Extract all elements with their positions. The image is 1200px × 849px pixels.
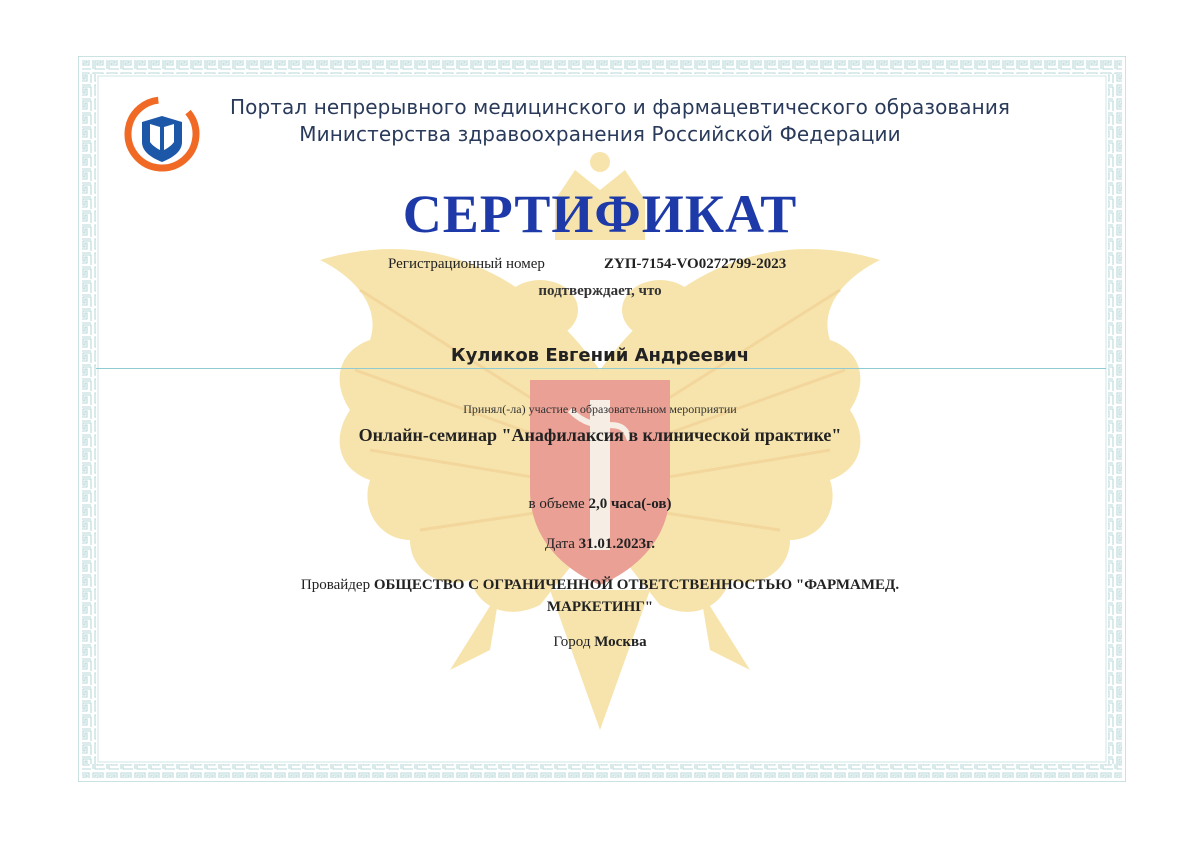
date-line bbox=[0, 536, 1200, 553]
provider-value-line-1: ОБЩЕСТВО С ОГРАНИЧЕННОЙ ОТВЕТСТВЕННОСТЬЮ "ФАРМАМЕД. bbox=[373, 577, 900, 593]
person-name: Куликов Евгений Андреевич bbox=[450, 345, 750, 366]
portal-line-2: Министерства здравоохранения Российской Федерации bbox=[299, 122, 901, 146]
portal-logo-icon bbox=[120, 92, 204, 176]
volume-line bbox=[0, 496, 1200, 513]
provider-line bbox=[0, 574, 1200, 618]
date-value: 31.01.2023г. bbox=[578, 536, 656, 552]
portal-line-1: Портал непрерывного медицинского и фармацевтического образования bbox=[230, 95, 1011, 119]
provider-value-line-2: МАРКЕТИНГ" bbox=[546, 599, 654, 615]
provider-label: Провайдер bbox=[300, 577, 371, 593]
volume-value: 2,0 часа(-ов) bbox=[588, 496, 672, 512]
confirms-text: подтверждает, что bbox=[538, 283, 662, 299]
event-title: Онлайн-семинар "Анафилаксия в клинической практике" bbox=[358, 425, 842, 445]
divider-line bbox=[96, 368, 1106, 369]
certificate-title: СЕРТИФИКАТ bbox=[402, 184, 798, 244]
city-value: Москва bbox=[594, 634, 647, 650]
volume-label: в объеме bbox=[528, 496, 585, 512]
registration-label: Регистрационный номер bbox=[388, 256, 545, 272]
city-line bbox=[0, 634, 1200, 651]
participation-text: Принял(-ла) участие в образовательном мероприятии bbox=[463, 402, 737, 416]
city-label: Город bbox=[553, 634, 591, 650]
registration-number: ZYП-7154-VO0272799-2023 bbox=[604, 256, 787, 272]
date-label: Дата bbox=[544, 536, 575, 552]
portal-heading bbox=[230, 94, 1011, 148]
